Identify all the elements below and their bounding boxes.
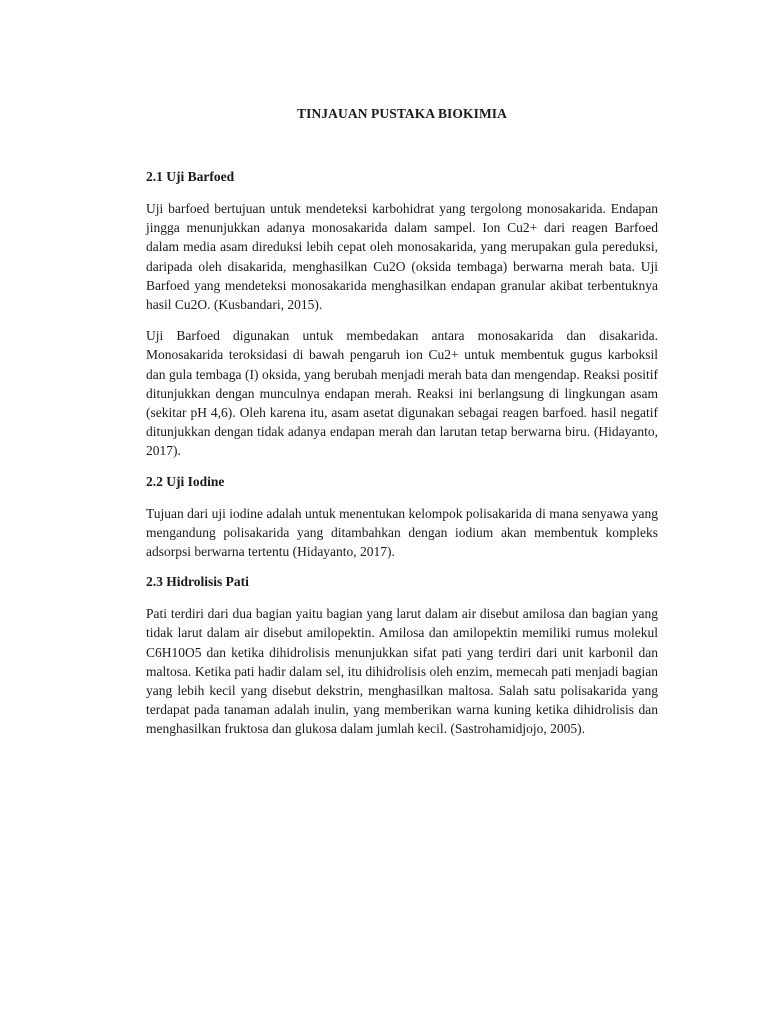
document-page xyxy=(146,96,658,739)
section-heading-hidrolisis-pati: 2.3 Hidrolisis Pati xyxy=(146,574,249,590)
section-heading-uji-iodine: 2.2 Uji Iodine xyxy=(146,473,225,489)
section-heading-uji-barfoed: 2.1 Uji Barfoed xyxy=(146,169,235,184)
paragraph-barfoed-1: Uji barfoed bertujuan untuk mendeteksi karbohidrat yang tergolong monosakarida. Endapan jingga menunjukkan adanya monosakarida dalam sampel. Ion Cu2+ dari reagen Barfoed dalam media asam direduksi lebih cepat oleh monosakarida, yang merupakan gula pereduksi, daripada oleh disakarida, menghasilkan Cu2O (oksida tembaga) berwarna merah bata. Uji Barfoed yang mendeteksi monosakarida menghasilkan endapan granular akibat terbentuknya hasil Cu2O. (Kusbandari, 2015). xyxy=(146,201,658,313)
paragraph-hidrolisis-1: Pati terdiri dari dua bagian yaitu bagian yang larut dalam air disebut amilosa dan bagian yang tidak larut dalam air disebut amilopektin. Amilosa dan amilopektin memiliki rumus molekul C6H10O5 dan ketika dihidrolisis menunjukkan sifat pati yang terdiri dari unit karbonil dan maltosa. Ketika pati hadir dalam sel, itu dihidrolisis oleh enzim, memecah pati menjadi bagian yang lebih kecil yang disebut dekstrin, menghasilkan maltosa. Salah satu polisakarida yang terdapat pada tanaman adalah inulin, yang memberikan warna kuning ketika dihidrolisis dan menghasilkan fruktosa dan glukosa dalam jumlah kecil. (Sastrohamidjojo, 2005). xyxy=(146,606,658,737)
paragraph-iodine-1: Tujuan dari uji iodine adalah untuk menentukan kelompok polisakarida di mana senyawa yang mengandung polisakarida yang ditambahkan dengan iodium akan membentuk kompleks adsorpsi berwarna tertentu (Hidayanto, 2017). xyxy=(146,505,658,560)
document-title: TINJAUAN PUSTAKA BIOKIMIA xyxy=(296,106,508,121)
paragraph-barfoed-2: Uji Barfoed digunakan untuk membedakan antara monosakarida dan disakarida. Monosakarida teroksidasi di bawah pengaruh ion Cu2+ untuk membentuk gugus karboksil dan gula tembaga (I) oksida, yang berubah menjadi merah bata dan mengendap. Reaksi positif ditunjukkan dengan munculnya endapan merah. Reaksi ini berlangsung di lingkungan asam (sekitar pH 4,6). Oleh karena itu, asam asetat digunakan sebagai reagen barfoed. hasil negatif ditunjukkan dengan tidak adanya endapan merah dan larutan tetap berwarna biru. (Hidayanto, 2017). xyxy=(146,328,658,459)
